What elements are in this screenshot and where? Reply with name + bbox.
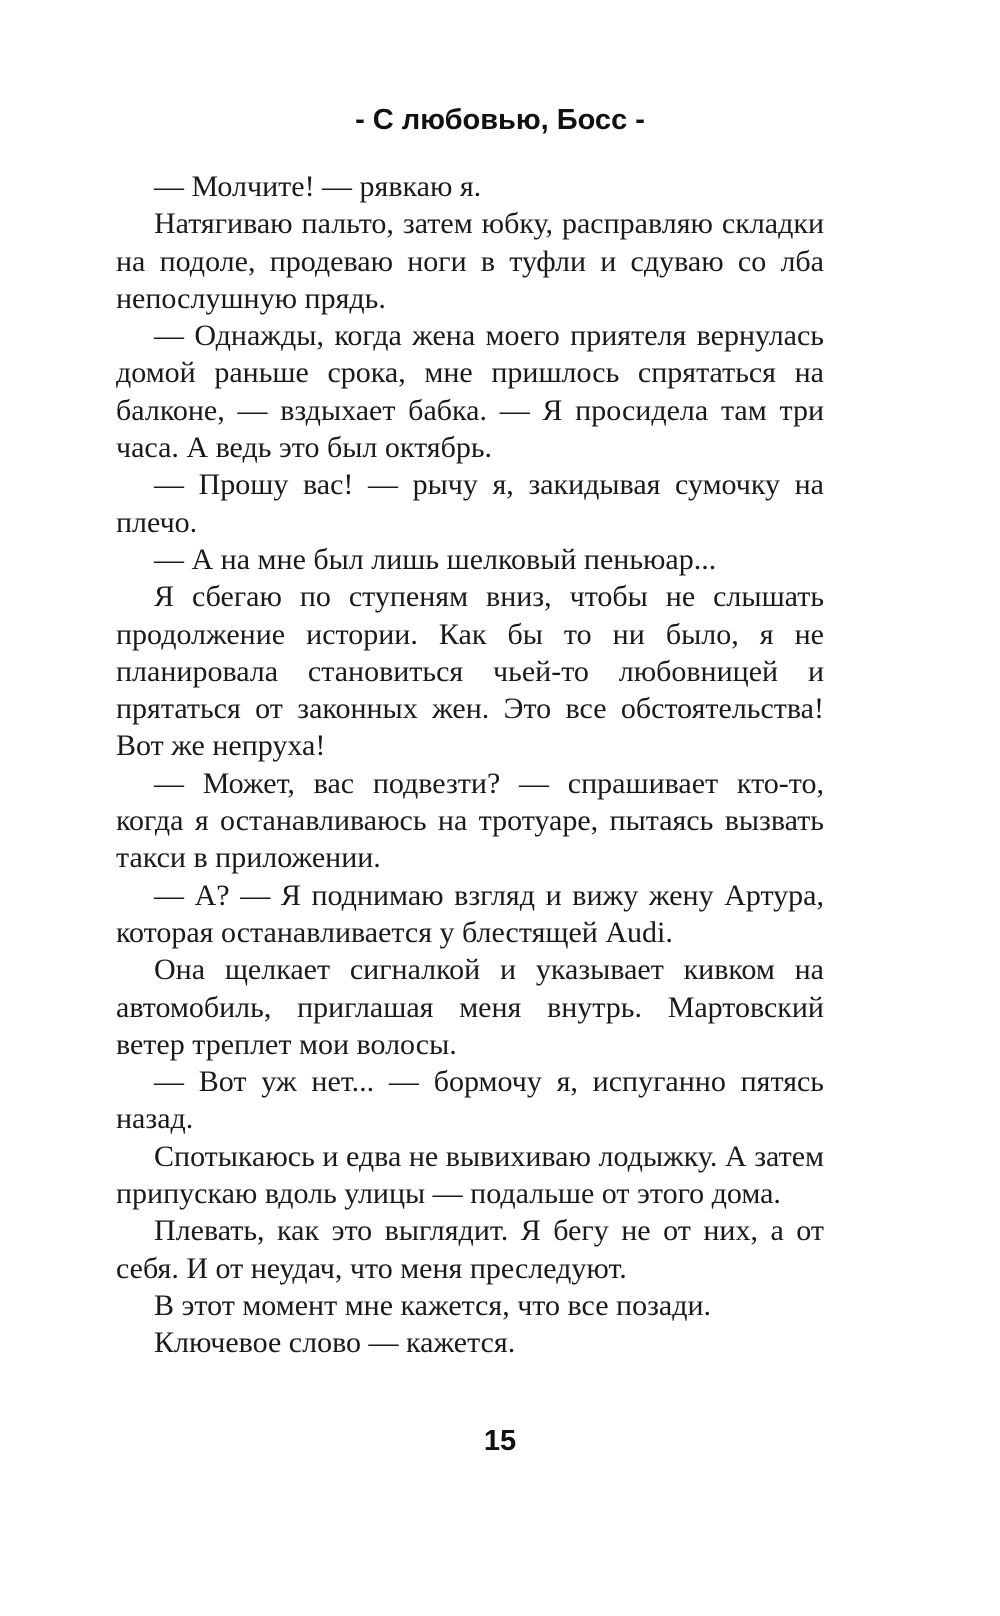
- paragraph: Натягиваю пальто, затем юбку, расправляю складки на подоле, продеваю ноги в туфли и сдуваю со лба непослушную прядь.: [116, 207, 824, 315]
- running-head: - С любовью, Босс -: [355, 104, 645, 136]
- body-text: [116, 168, 824, 1362]
- page-number: 15: [483, 1425, 517, 1457]
- paragraph: — А на мне был лишь шелковый пеньюар...: [154, 542, 717, 576]
- paragraph: — Прошу вас! — рычу я, закидывая сумочку на плечо.: [116, 468, 824, 539]
- paragraph: Плевать, как это выглядит. Я бегу не от них, а от себя. И от неудач, что меня преследуют.: [116, 1214, 824, 1285]
- paragraph: — Вот уж нет... — бормочу я, испуганно пятясь назад.: [116, 1065, 824, 1136]
- paragraph: Я сбегаю по ступеням вниз, чтобы не слышать продолжение истории. Как бы то ни было, я не планировала становиться чьей-то любовницей и прятаться от законных жен. Это все обстоятельства! Вот же непруха!: [116, 580, 824, 763]
- paragraph: В этот момент мне кажется, что все позади.: [154, 1288, 712, 1322]
- paragraph: Спотыкаюсь и едва не вывихиваю лодыжку. А затем припускаю вдоль улицы — подальше от этого дома.: [116, 1139, 824, 1211]
- paragraph: — Может, вас подвезти? — спрашивает кто-то, когда я останавливаюсь на тротуаре, пытаясь вызвать такси в приложении.: [116, 766, 824, 875]
- paragraph: — А? — Я поднимаю взгляд и вижу жену Артура, которая останавливается у блестящей Audi.: [116, 878, 824, 949]
- paragraph: Она щелкает сигналкой и указывает кивком на автомобиль, приглашая меня внутрь. Мартовский ветер треплет мои волосы.: [116, 953, 824, 1061]
- paragraph: — Молчите! — рявкаю я.: [154, 170, 482, 203]
- paragraph: — Однажды, когда жена моего приятеля вернулась домой раньше срока, мне пришлось спрятаться на балконе, — вздыхает бабка. — Я просидела там три часа. А ведь это был октябрь.: [116, 319, 824, 465]
- paragraph: Ключевое слово — кажется.: [154, 1326, 516, 1360]
